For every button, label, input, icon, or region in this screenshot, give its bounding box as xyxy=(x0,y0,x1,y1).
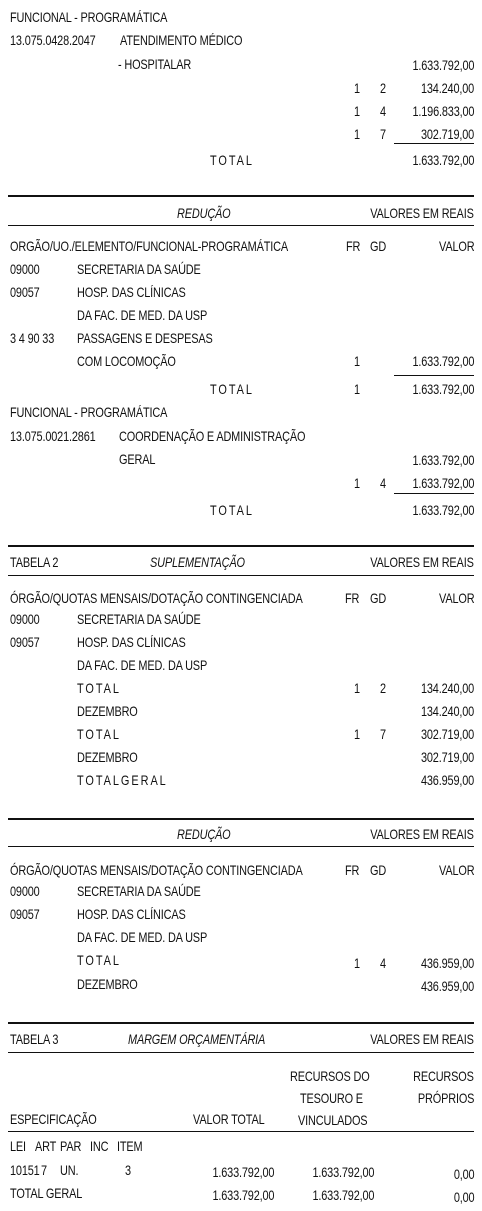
sub-header-lei: LEI xyxy=(10,1138,26,1154)
col-header-org: ORGÃO/UO./ELEMENTO/FUNCIONAL-PROGRAMÁTICA xyxy=(10,238,288,254)
currency-note: VALORES EM REAIS xyxy=(370,1031,474,1047)
header-rule xyxy=(8,846,474,847)
fp-code: 13.075.0428.2047 xyxy=(10,32,96,48)
col-header-proprios: RECURSOS xyxy=(413,1068,474,1084)
fr-cell: 1 xyxy=(354,475,360,491)
col-header-org: ÓRGÃO/QUOTAS MENSAIS/DOTAÇÃO CONTINGENCIADA xyxy=(10,590,303,606)
sum-rule xyxy=(394,375,474,376)
fr-cell: 1 xyxy=(354,80,360,96)
org-desc: DA FAC. DE MED. DA USP xyxy=(77,929,208,945)
grand-total-value: 436.959,00 xyxy=(420,772,474,788)
fr-cell: 1 xyxy=(354,680,360,696)
section-divider xyxy=(8,818,474,820)
header-rule xyxy=(8,1131,474,1132)
valor-cell: 1.633.792,00 xyxy=(412,475,474,491)
month-value: 436.959,00 xyxy=(420,978,474,994)
gd-cell: 7 xyxy=(380,126,386,142)
org-desc: HOSP. DAS CLÍNICAS xyxy=(77,906,186,922)
fr-cell: 1 xyxy=(354,353,360,369)
section-divider xyxy=(8,545,474,547)
par-cell: UN. xyxy=(60,1162,79,1178)
section-divider xyxy=(8,195,474,197)
table-label: TABELA 2 xyxy=(10,554,59,570)
fp-code: 13.075.0021.2861 xyxy=(10,428,96,444)
col-header-tesouro: RECURSOS DO xyxy=(290,1068,370,1084)
col-header-gd: GD xyxy=(370,590,387,606)
fr-cell: 1 xyxy=(354,726,360,742)
col-header-org: ÓRGÃO/QUOTAS MENSAIS/DOTAÇÃO CONTINGENCIADA xyxy=(10,862,303,878)
gd-cell: 4 xyxy=(380,475,386,491)
total-label: TOTAL xyxy=(77,680,121,696)
fp-desc-2: - HOSPITALAR xyxy=(118,56,192,72)
sum-rule xyxy=(394,143,474,144)
fp-total-value: 1.633.792,00 xyxy=(412,452,474,468)
currency-note: VALORES EM REAIS xyxy=(370,205,474,221)
col-header-valor: VALOR xyxy=(438,238,474,254)
col-header-tesouro: VINCULADOS xyxy=(298,1112,368,1128)
fr-cell: 1 xyxy=(354,103,360,119)
total-value: 436.959,00 xyxy=(420,955,474,971)
org-desc: SECRETARIA DA SAÚDE xyxy=(77,261,201,277)
fp-header: FUNCIONAL - PROGRAMÁTICA xyxy=(10,404,168,420)
total-label: TOTAL xyxy=(77,726,121,742)
fp-header: FUNCIONAL - PROGRAMÁTICA xyxy=(10,9,168,25)
fr-cell: 1 xyxy=(354,955,360,971)
header-rule xyxy=(8,575,474,576)
gd-cell: 7 xyxy=(380,726,386,742)
total-value: 302.719,00 xyxy=(420,726,474,742)
total-value: 1.633.792,00 xyxy=(412,152,474,168)
col-header-gd: GD xyxy=(370,238,387,254)
org-code: 09000 xyxy=(10,611,40,627)
month-value: 134.240,00 xyxy=(420,703,474,719)
table-label: TABELA 3 xyxy=(10,1031,59,1047)
total-value: 1.633.792,00 xyxy=(412,502,474,518)
col-header-fr: FR xyxy=(346,238,361,254)
section-title: SUPLEMENTAÇÃO xyxy=(150,554,245,570)
fp-total-value: 1.633.792,00 xyxy=(412,57,474,73)
gd-cell: 4 xyxy=(380,103,386,119)
header-rule xyxy=(8,1052,474,1053)
col-header-gd: GD xyxy=(370,862,387,878)
currency-note: VALORES EM REAIS xyxy=(370,554,474,570)
month-value: 302.719,00 xyxy=(420,749,474,765)
col-header-valor-total: VALOR TOTAL xyxy=(193,1111,265,1127)
valor-total-cell: 1.633.792,00 xyxy=(212,1187,274,1203)
grand-total-label: TOTALGERAL xyxy=(77,772,168,788)
currency-note: VALORES EM REAIS xyxy=(370,826,474,842)
total-label: TOTAL xyxy=(210,502,254,518)
proprios-cell: 0,00 xyxy=(453,1166,474,1182)
col-header-tesouro: TESOURO E xyxy=(300,1090,363,1106)
gd-cell: 2 xyxy=(380,680,386,696)
org-desc: HOSP. DAS CLÍNICAS xyxy=(77,634,186,650)
org-code: 09000 xyxy=(10,261,40,277)
col-header-valor: VALOR xyxy=(438,590,474,606)
tesouro-cell: 1.633.792,00 xyxy=(312,1164,374,1180)
section-title: REDUÇÃO xyxy=(177,826,231,842)
sub-header-art: ART xyxy=(35,1138,57,1154)
org-desc: SECRETARIA DA SAÚDE xyxy=(77,611,201,627)
org-code: 09057 xyxy=(10,284,40,300)
header-rule xyxy=(8,225,474,226)
section-title: REDUÇÃO xyxy=(177,205,231,221)
org-code: 09057 xyxy=(10,906,40,922)
valor-cell: 1.633.792,00 xyxy=(412,353,474,369)
element-desc: PASSAGENS E DESPESAS xyxy=(77,330,213,346)
fr-cell: 1 xyxy=(354,381,360,397)
fp-desc-2: GERAL xyxy=(119,451,156,467)
col-header-valor: VALOR xyxy=(438,862,474,878)
org-desc: DA FAC. DE MED. DA USP xyxy=(77,657,208,673)
org-code: 09057 xyxy=(10,634,40,650)
sub-header-par: PAR xyxy=(60,1138,82,1154)
tesouro-cell: 1.633.792,00 xyxy=(312,1187,374,1203)
sum-rule xyxy=(394,493,474,494)
item-cell: 3 xyxy=(125,1162,131,1178)
section-title: MARGEM ORÇAMENTÁRIA xyxy=(128,1031,266,1047)
element-code: 3 4 90 33 xyxy=(10,330,55,346)
total-value: 1.633.792,00 xyxy=(412,381,474,397)
art-cell: 7 xyxy=(41,1162,47,1178)
org-desc: DA FAC. DE MED. DA USP xyxy=(77,307,208,323)
fr-cell: 1 xyxy=(354,126,360,142)
valor-cell: 302.719,00 xyxy=(420,126,474,142)
gd-cell: 2 xyxy=(380,80,386,96)
lei-cell: 10151 xyxy=(10,1162,40,1178)
section-divider xyxy=(8,1022,474,1024)
fp-desc: COORDENAÇÃO E ADMINISTRAÇÃO xyxy=(119,428,306,444)
proprios-cell: 0,00 xyxy=(453,1189,474,1205)
sub-header-inc: INC xyxy=(90,1138,109,1154)
fp-desc: ATENDIMENTO MÉDICO xyxy=(120,32,243,48)
month-label: DEZEMBRO xyxy=(77,976,138,992)
col-header-fr: FR xyxy=(345,590,360,606)
valor-cell: 134.240,00 xyxy=(420,80,474,96)
total-value: 134.240,00 xyxy=(420,680,474,696)
month-label: DEZEMBRO xyxy=(77,749,138,765)
month-label: DEZEMBRO xyxy=(77,703,138,719)
element-desc: COM LOCOMOÇÃO xyxy=(77,353,176,369)
total-label: TOTAL xyxy=(77,952,121,968)
sub-header-item: ITEM xyxy=(117,1138,143,1154)
grand-total-label: TOTAL GERAL xyxy=(10,1185,83,1201)
total-label: TOTAL xyxy=(210,381,254,397)
valor-cell: 1.196.833,00 xyxy=(412,103,474,119)
gd-cell: 4 xyxy=(380,955,386,971)
valor-total-cell: 1.633.792,00 xyxy=(212,1164,274,1180)
org-desc: HOSP. DAS CLÍNICAS xyxy=(77,284,186,300)
col-header-fr: FR xyxy=(345,862,360,878)
total-label: TOTAL xyxy=(210,152,254,168)
org-code: 09000 xyxy=(10,883,40,899)
org-desc: SECRETARIA DA SAÚDE xyxy=(77,883,201,899)
col-header-spec: ESPECIFICAÇÃO xyxy=(10,1111,97,1127)
col-header-proprios: PRÓPRIOS xyxy=(417,1090,474,1106)
